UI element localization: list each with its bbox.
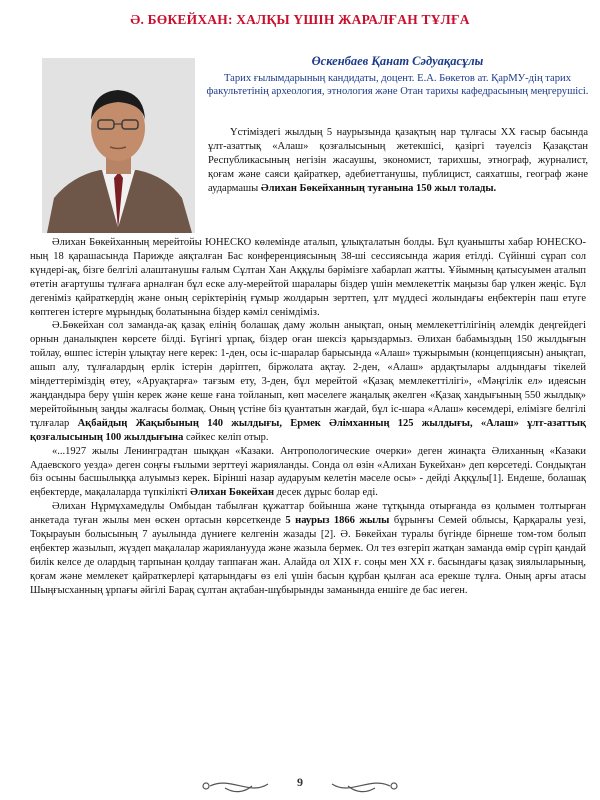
paragraph-1	[30, 236, 586, 319]
paragraph-4-bold: 5 наурыз 1866 жылы	[285, 515, 390, 527]
paragraph-4	[30, 500, 586, 597]
paragraph-2-text-a: Ә.Бөкейхан сол заманда-ақ қазақ елінің болашақ даму жолын анықтап, оның мемлекеттілігінің әлемдік деңгейдегі орнын даналықпен көрсете білді. Бүгінгі ұрпақ, біздер оған шексіз қарыздармыз. Әлихан бабамыздың 150 жылдығын тойлау, өшпес істерін ұлықтау неге керек: 1-ден, осы іс-шаралар барысында «Алаш» тұжырымын (концепциясын) анықтап, ашып алу, тұлғалардың ерлік істерін дәріптеп, біржолата ақтау. 2-ден, «Алаш» ардақтылары алдындағы тікелей міндеттеріміздің өтеу, «Аруақтарға» тағзым ету, 3-ден, бұл мерейтой «Қазақ мемлекеттілігі», «Мәңгілік ел» идеясын жаңдандыра беру үшін керек және кеше ғана тойланып, көп мәселеге жаңалық әкелген «Қазақ хандығының 550 жылдық» мерейтойының заңды жалғасы болмақ. Оның үстіне біз қуантатын жағдай, бұл іс-шара «Алаш» көсемдері, елімізге белгілі тұлғалар	[30, 320, 586, 429]
article-body	[30, 236, 586, 598]
author-affiliation: Тарих ғылымдарының кандидаты, доцент. Е.А. Бөкетов ат. ҚарМУ-дің тарих факультетінің археология, этнология және Отан тарихы кафедрасының меңгерушісі.	[206, 73, 589, 97]
paragraph-1-text: Әлихан Бөкейханның мерейтойы ЮНЕСКО көлемінде аталып, ұлықталатын болды. Бұл қуанышты хабар ЮНЕСКО-ның 18 қарашасында Парижде аяқталған Бас конференциясының 38-ші сессиясында жария етілді. Сүйінші сұрап сол күндері-ақ, бізге белгілі алаштанушы ғалым Сұлтан Хан Аққұлы бәрімізге хабарлап жатты. Ұйымның қатысуымен аталып өтетін ағартушы тұлғаға арналған бұл еске алу-мерейтой шаралары біздер үшін мемлекеттік маңызы бар үлкен жеңіс. Бұл дегеніміз қайраткердің және оның серіктерінің ғұмыр жолдарын зерттеп, ұлт мүддесі жолындағы еңбектерін паш етуге көптеген істерге мұрындық болатынына біздер кәміл сенімдіміз.	[30, 237, 586, 318]
author-photo	[42, 58, 195, 233]
paragraph-2	[30, 319, 586, 444]
intro-bold-text: Әлихан Бөкейханның туғанына 150 жыл толады.	[260, 182, 497, 194]
paragraph-2-bold: Ақбайдың Жақыбының 140 жылдығы, Ермек Әлімханның 125 жылдығы, «Алаш» ұлт-азаттық қозғалысының 100 жылдығына	[30, 417, 586, 443]
author-portrait-image	[42, 58, 195, 233]
paragraph-2-text-b: сәйкес келіп отыр.	[183, 431, 269, 443]
paragraph-3-text-b: десек дұрыс болар еді.	[274, 487, 378, 499]
paragraph-4-text-a: Әлихан Нұрмұхамедұлы Омбыдан табылған құжаттар бойынша және тұтқында отырғанда өз қолымен толтырған анкетада туған жылы мен өскен ортасын көрсеткенде	[30, 501, 586, 527]
paragraph-3-bold: Әлихан Бөкейхан	[190, 487, 275, 499]
article-title: Ә. БӨКЕЙХАН: ХАЛҚЫ ҮШІН ЖАРАЛҒАН ТҰЛҒА	[130, 12, 470, 27]
page-number: 9	[297, 775, 303, 789]
paragraph-3-text-a: «...1927 жылы Ленинградтан шыққан «Казаки. Антропологические очерки» деген жинақта Әлиханның «Казаки Адаевского уезда» деген соңғы ғылыми зерттеуі жарияланды. Сонда ол өзін «Алихан Букейхан» деп көрсетеді. Сондықтан біз осыны басшылыққа алуымыз керек. Бірінші назар аударуым келетін мәселе осы» - дейді Аққұлы[1]. Ендеше, болашақ еңбектерде, мақалаларда түпкілікті	[30, 445, 586, 499]
intro-text: Үстіміздегі жылдың 5 наурызында қазақтың нар тұлғасы XX ғасыр басында ұлт-азаттық «Алаш» қозғалысының жетекшісі, қазіргі тәуелсіз Қазақстан Республикасының негізін жасаушы, экономист, тарихшы, этнограф, журналист, қоғам және саяси қайраткер, әдебиеттанушы, публицист, саяхатшы, географ және аудармашы	[208, 127, 588, 194]
author-name: Өскенбаев Қанат Сәдуақасұлы	[311, 54, 484, 68]
paragraph-3	[30, 445, 586, 501]
paragraph-4-text-b: бұрынғы Семей облысы, Қарқаралы уезі, Тоқырауын болысының 7 ауылында дүниеге келгенін жазады [2]. Ә. Бөкейхан туралы бүгінде бірнеше том-том болып еңбектер жазылып, жүздеп мақалалар жарияланууда және жазыла бермек. Ол тез өзгеріп жатқан заманда өмір сүріп қандай билік келсе де олардың тарпынан қолдау таппаған жан. Алайда ол XIX ғ. соңы мен XX ғ. басындағы қазақ зиялыларының, қоғам және мемлекет қайраткерлері қатарындағы өз елі үшін басын құрбан қылған аса ерекше тұлға. Оның арғы атасы Шыңғысханның ұрпағы әйгілі Барақ сұлтан ақтабан-шұбырынды заманында еншіге де бас иеген.	[30, 515, 586, 596]
intro-paragraph	[208, 126, 588, 196]
